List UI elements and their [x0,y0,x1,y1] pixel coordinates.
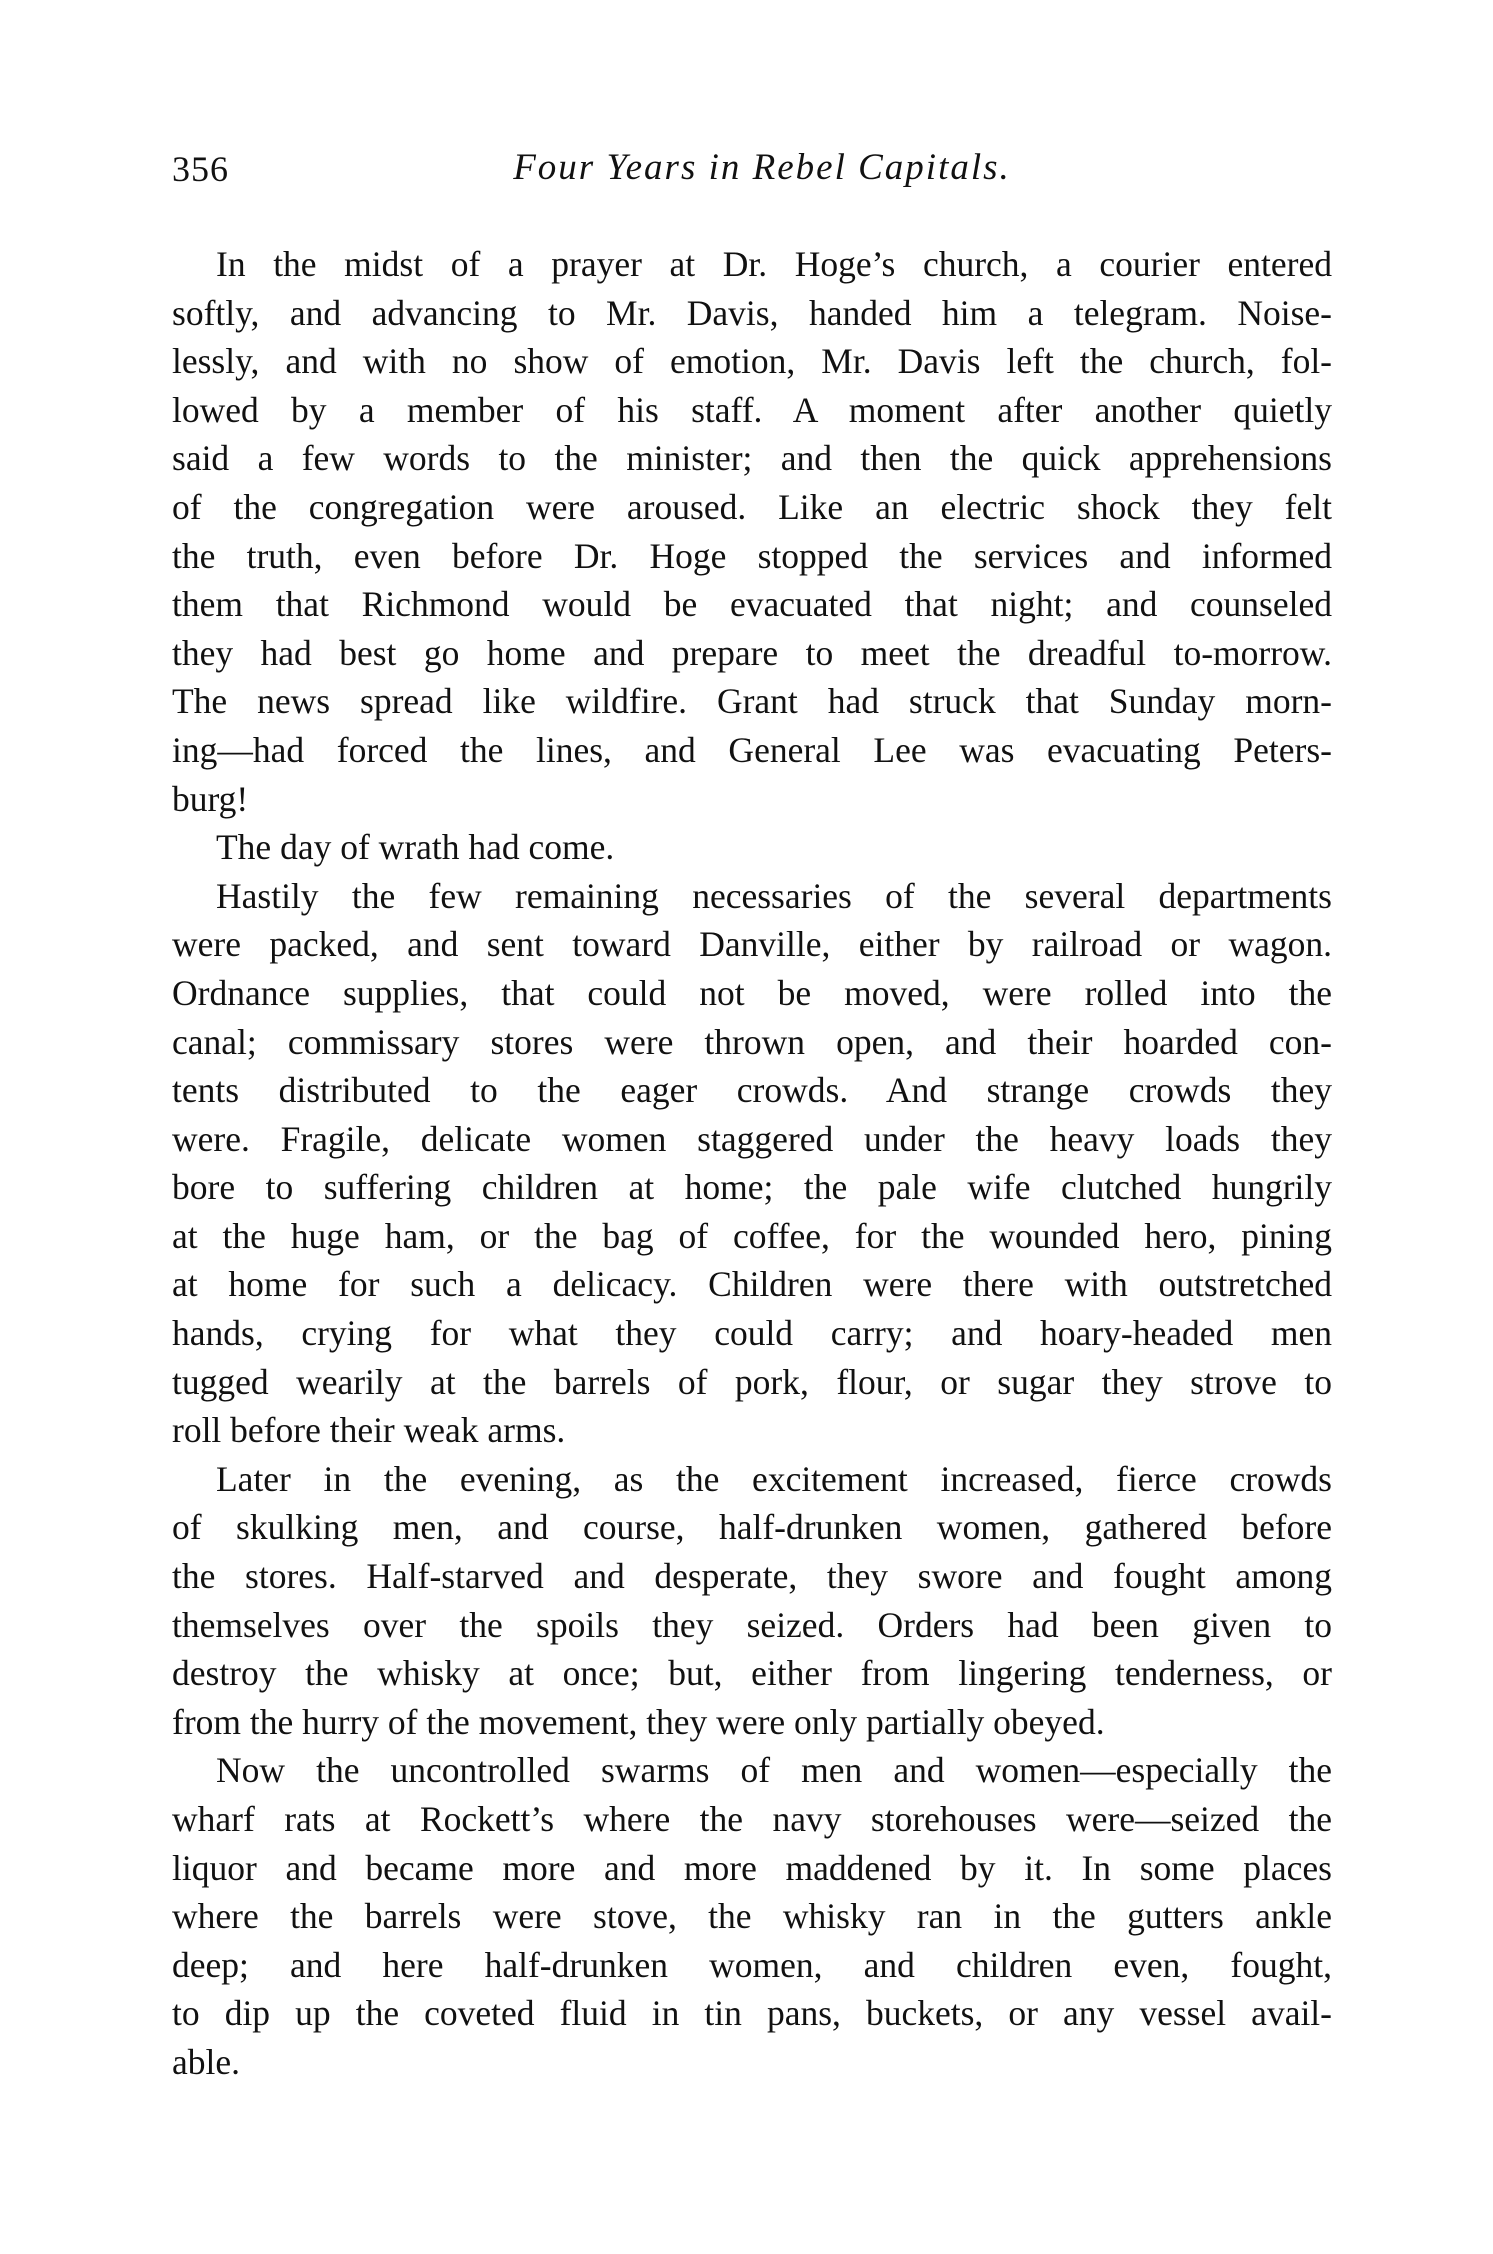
text-line: lowed by a member of his staff. A moment after another quietly [172,389,1332,430]
text-line: Hastily the few remaining necessaries of the several departments [216,875,1332,916]
text-line: themselves over the spoils they seized. Orders had been given to [172,1604,1332,1645]
page-header [172,140,1332,210]
text-line: were. Fragile, delicate women staggered under the heavy loads they [172,1118,1332,1159]
paragraph [172,240,1332,823]
text-line: lessly, and with no show of emotion, Mr. Davis left the church, fol- [172,341,1332,382]
text-line: the stores. Half-starved and desperate, they swore and fought among [172,1556,1332,1597]
text-line: The day of wrath had come. [216,827,615,868]
paragraph [172,1455,1332,1747]
paragraph [172,872,1332,1455]
text-line: Now the uncontrolled swarms of men and women—especially the [216,1750,1332,1791]
text-line: deep; and here half-drunken women, and children even, fought, [172,1944,1332,1985]
text-line: roll before their weak arms. [172,1410,566,1451]
running-title: Four Years in Rebel Capitals. [513,147,1011,188]
text-line: them that Richmond would be evacuated that night; and counseled [172,584,1332,625]
text-line: said a few words to the minister; and then the quick apprehensions [172,438,1332,479]
page-number: 356 [172,149,229,189]
text-line: they had best go home and prepare to meet the dreadful to-morrow. [172,632,1332,673]
text-line: at the huge ham, or the bag of coffee, for the wounded hero, pining [172,1215,1332,1256]
text-line: from the hurry of the movement, they were only partially obeyed. [172,1701,1105,1742]
text-line: hands, crying for what they could carry; and hoary-headed men [172,1313,1332,1354]
text-line: of skulking men, and course, half-drunken women, gathered before [172,1507,1332,1548]
body-text [172,240,1332,2087]
text-line: at home for such a delicacy. Children were there with outstretched [172,1264,1332,1305]
text-line: able. [172,2041,241,2082]
text-line: of the congregation were aroused. Like an electric shock they felt [172,486,1332,527]
text-line: softly, and advancing to Mr. Davis, handed him a telegram. Noise- [172,292,1332,333]
text-line: ing—had forced the lines, and General Lee was evacuating Peters- [172,729,1332,770]
paragraph [172,1746,1332,2086]
text-line: liquor and became more and more maddened by it. In some places [172,1847,1332,1888]
book-page [172,140,1332,2087]
text-line: to dip up the coveted fluid in tin pans, buckets, or any vessel avail- [172,1993,1332,2034]
paragraph [172,823,1332,872]
text-line: the truth, even before Dr. Hoge stopped the services and informed [172,535,1332,576]
text-line: In the midst of a prayer at Dr. Hoge’s church, a courier entered [216,244,1332,284]
text-line: were packed, and sent toward Danville, either by railroad or wagon. [172,924,1332,965]
text-line: wharf rats at Rockett’s where the navy storehouses were—seized the [172,1799,1332,1839]
text-line: destroy the whisky at once; but, either from lingering tenderness, or [172,1653,1332,1694]
text-line: The news spread like wildfire. Grant had struck that Sunday morn- [172,681,1332,722]
text-line: canal; commissary stores were thrown open, and their hoarded con- [172,1021,1332,1062]
text-line: bore to suffering children at home; the pale wife clutched hungrily [172,1167,1332,1208]
text-line: where the barrels were stove, the whisky ran in the gutters ankle [172,1896,1332,1937]
text-line: Later in the evening, as the excitement increased, fierce crowds [216,1458,1332,1499]
text-line: tents distributed to the eager crowds. And strange crowds they [172,1070,1332,1111]
text-line: tugged wearily at the barrels of pork, flour, or sugar they strove to [172,1361,1332,1402]
text-line: burg! [172,778,249,819]
text-line: Ordnance supplies, that could not be moved, were rolled into the [172,972,1332,1013]
